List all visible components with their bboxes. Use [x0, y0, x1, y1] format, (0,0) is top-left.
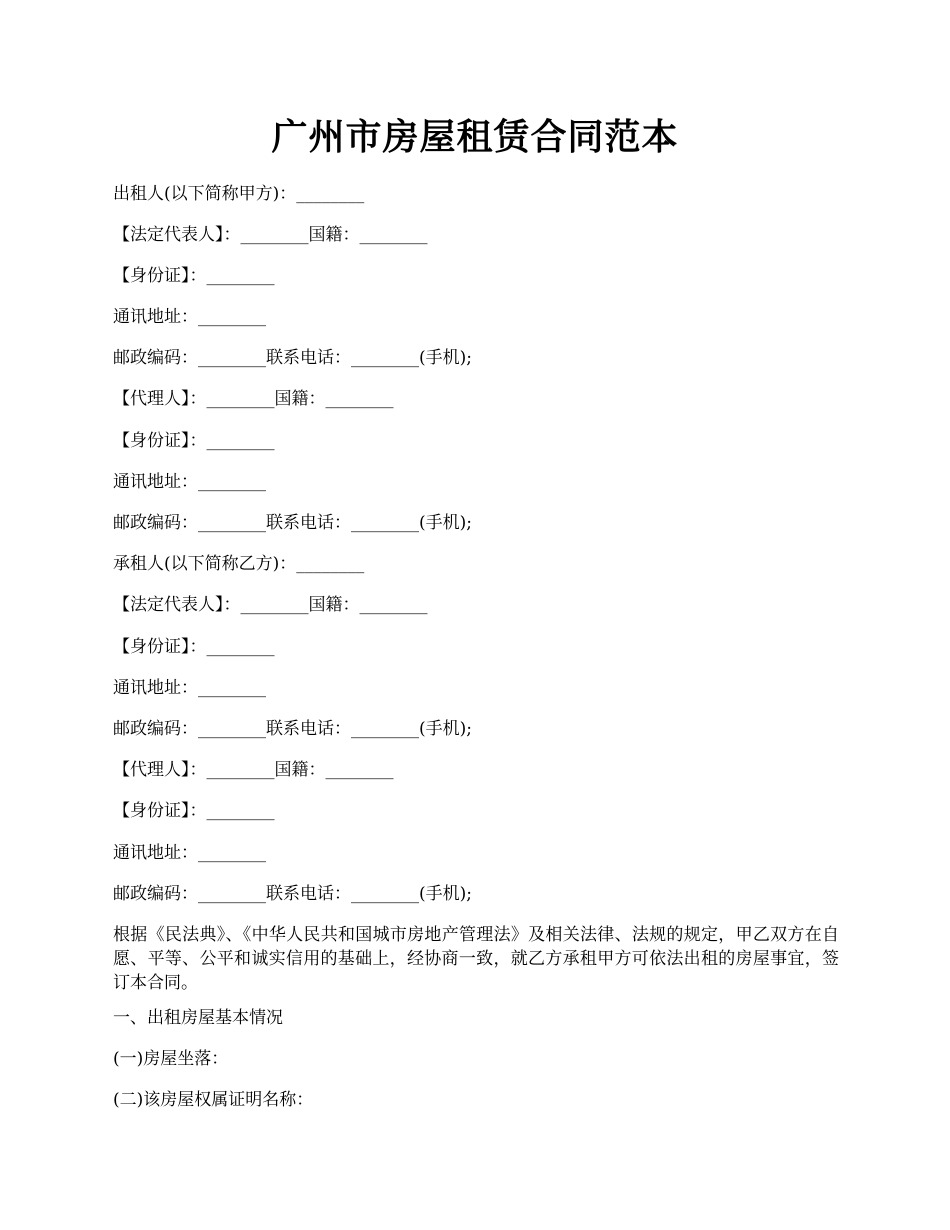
- page-title: 广州市房屋租赁合同范本: [271, 116, 679, 158]
- lessee-agent-address-line: 通讯地址：________: [113, 843, 266, 863]
- section-heading: 一、出租房屋基本情况: [113, 1008, 283, 1028]
- lessor-agent-line: 【代理人】：________国籍：________: [113, 389, 394, 409]
- lessor-id-line: 【身份证】：________: [113, 266, 275, 286]
- lessee-line: 承租人(以下简称乙方)：________: [113, 554, 365, 574]
- lessee-postcode-phone-line: 邮政编码：________联系电话：________(手机);: [113, 719, 472, 739]
- lessor-agent-address-line: 通讯地址：________: [113, 472, 266, 492]
- clause-item: (二)该房屋权属证明名称：: [113, 1090, 314, 1110]
- lessor-postcode-phone-line: 邮政编码：________联系电话：________(手机);: [113, 348, 472, 368]
- preamble-paragraph: 根据《民法典》、《中华人民共和国城市房地产管理法》及相关法律、法规的规定，甲乙双方在自愿、平等、公平和诚实信用的基础上，经协商一致，就乙方承租甲方可依法出租的房屋事宜，签订本合同。: [113, 925, 839, 993]
- lessor-address-line: 通讯地址：________: [113, 307, 266, 327]
- lessee-legal-rep-line: 【法定代表人】：________国籍：________: [113, 595, 428, 615]
- lessee-agent-line: 【代理人】：________国籍：________: [113, 760, 394, 780]
- lessor-agent-id-line: 【身份证】：________: [113, 431, 275, 451]
- lessee-agent-postcode-phone-line: 邮政编码：________联系电话：________(手机);: [113, 884, 472, 904]
- lessor-agent-postcode-phone-line: 邮政编码：________联系电话：________(手机);: [113, 513, 472, 533]
- lessee-agent-id-line: 【身份证】：________: [113, 801, 275, 821]
- lessor-line: 出租人(以下简称甲方)：________: [113, 184, 365, 204]
- clause-item: (一)房屋坐落：: [113, 1049, 229, 1069]
- lessee-address-line: 通讯地址：________: [113, 678, 266, 698]
- lessor-legal-rep-line: 【法定代表人】：________国籍：________: [113, 225, 428, 245]
- lessee-id-line: 【身份证】：________: [113, 637, 275, 657]
